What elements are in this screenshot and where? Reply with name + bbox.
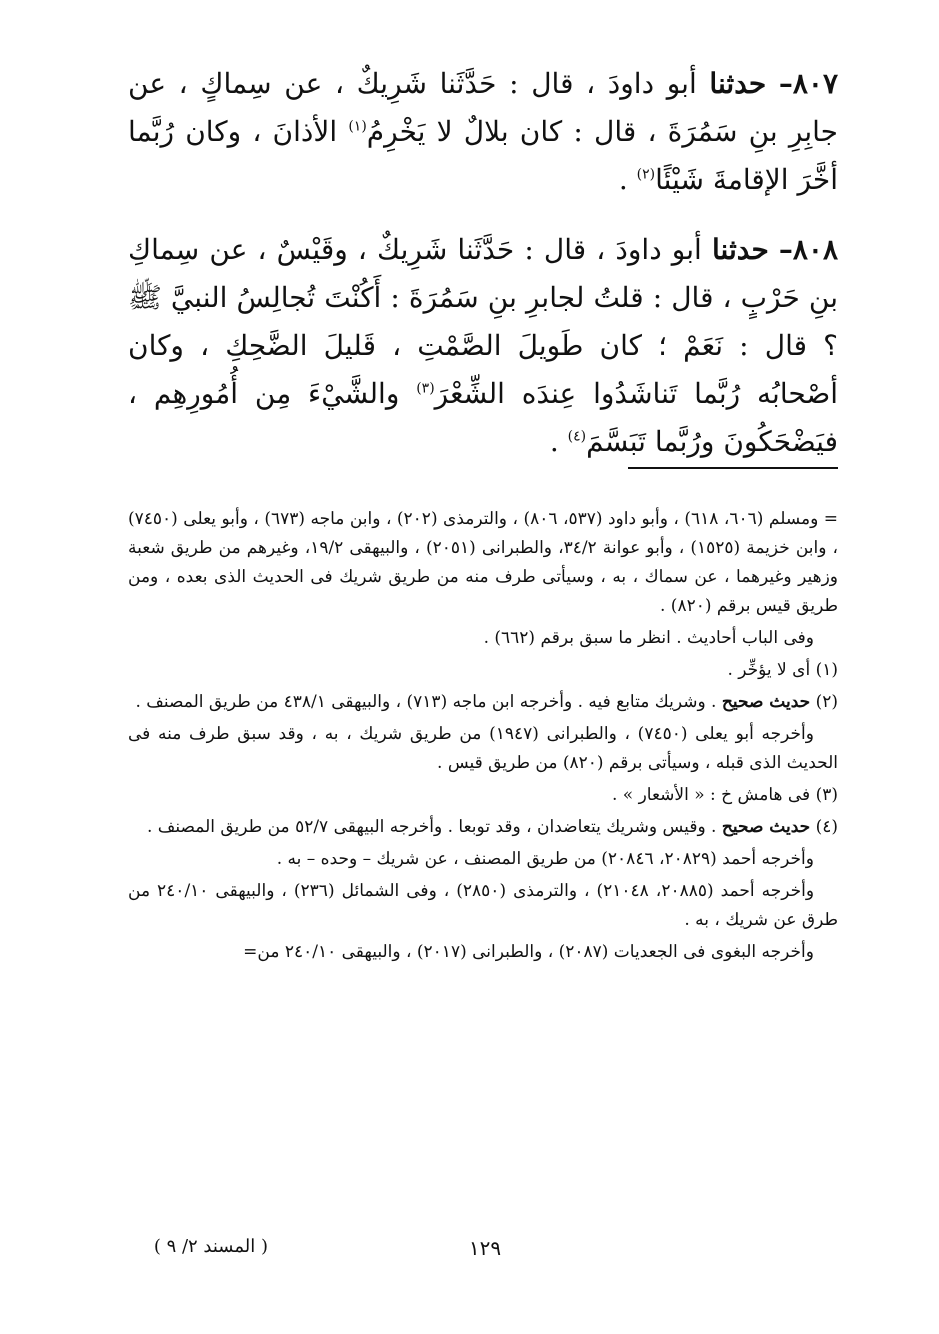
- hadith-text: .: [549, 425, 568, 458]
- footnote-1: (١) أى لا يؤخِّر .: [727, 660, 838, 680]
- footnote-paragraph: وأخرجه أحمد (٢٠٨٨٥، ٢١٠٤٨) ، والترمذى (٢٨٥٠) ، وفى الشمائل (٢٣٦) ، والبيهقى ٢٤٠/١٠ من طرق عن شريك ، به .: [128, 881, 838, 930]
- footnote-separator: [628, 467, 838, 469]
- footnotes: [128, 505, 838, 970]
- footnote-paragraph: وأخرجه البغوى فى الجعديات (٢٠٨٧) ، والطبرانى (٢٠١٧) ، والبيهقى ٢٤٠/١٠ من=: [243, 942, 814, 962]
- footnote-paragraph: وأخرجه أحمد (٢٠٨٢٩، ٢٠٨٤٦) من طريق المصنف ، عن شريك – وحده – به .: [276, 849, 814, 869]
- hadith-lead-word: حدثنا: [711, 233, 769, 266]
- hadith-text: أبو داودَ ، قال : حَدَّثَنا شَرِيكٌ ، عن سِماكٍ ، عن جابِرِ بنِ سَمُرَةَ ، قال : كان بلالٌ لا يَخْرِمُ: [128, 67, 838, 148]
- footnote-2: [128, 688, 838, 717]
- source-reference: ( المسند ٢/ ٩ ): [153, 1236, 268, 1257]
- footnote-marker: (١): [348, 118, 367, 135]
- hadith-text: أبو داودَ ، قال : حَدَّثَنا شَرِيكٌ ، وقَيْسٌ ، عن سِماكِ بنِ حَرْبٍ ، قال : قلتُ لجابرِ بنِ سَمُرَةَ : أَكُنْتَ تُجالِسُ النبيَّ ﷺ ؟ قال : نَعَمْ ؛ كان طَويلَ الصَّمْتِ ، قَليلَ الضَّحِكِ ، وكان أصْحابُه رُبَّما تَناشَدُوا عِندَه الشِّعْرَ: [128, 233, 838, 410]
- footnote-4: [128, 813, 838, 842]
- footnote-continuation: = ومسلم (٦٠٦، ٦١٨) ، وأبو داود (٥٣٧، ٨٠٦) ، والترمذى (٢٠٢) ، وابن ماجه (٦٧٣) ، وأبو يعلى (٧٤٥٠) ، وابن خزيمة (١٥٢٥) ، وأبو عوانة ٣٤/٢، والطبرانى (٢٠٥١) ، والبيهقى ١٩/٢، وغيرهم من طريق شعبة وزهير وغيرهما ، عن سماك ، به ، وسيأتى طرف منه من طريق شريك فى الحديث الذى بعده ، ومن طريق قيس برقم (٨٢٠) .: [128, 509, 839, 616]
- footnote-text: . وقيس وشريك يتعاضدان ، وقد توبعا . وأخرجه البيهقى ٥٢/٧ من طريق المصنف .: [146, 817, 717, 837]
- hadith-text: الأذانَ ، وكان رُبَّما أخَّرَ الإقامةَ شَيْئًا: [128, 115, 838, 196]
- footnote-label: (٢): [815, 692, 838, 712]
- footnote-paragraph: وأخرجه أبو يعلى (٧٤٥٠) ، والطبرانى (١٩٤٧) من طريق شريك ، به ، وقد سبق طرف منه فى الحديث الذى قبله ، وسيأتى برقم (٨٢٠) من طريق قيس .: [128, 724, 838, 773]
- footnote-paragraph: وفى الباب أحاديث . انظر ما سبق برقم (٦٦٢) .: [483, 628, 814, 648]
- hadith-number: ٨٠٨–: [778, 233, 838, 266]
- footnote-text: . وشريك متابع فيه . وأخرجه ابن ماجه (٧١٣) ، والبيهقى ٤٣٨/١ من طريق المصنف .: [135, 692, 717, 712]
- grading-text: حديث صحيح: [721, 692, 811, 712]
- hadith-text: .: [618, 163, 637, 196]
- footnote-marker: (٣): [416, 380, 435, 397]
- hadith-number: ٨٠٧–: [778, 67, 838, 100]
- footnote-3: (٣) فى هامش خ : « الأشعار » .: [611, 785, 838, 805]
- page-number: ١٢٩: [468, 1236, 502, 1260]
- footnote-marker: (٤): [567, 428, 587, 445]
- grading-text: حديث صحيح: [721, 817, 811, 837]
- hadith-text: والشَّيْءَ مِن أُمُورِهِم ، فيَضْحَكُونَ ورُبَّما تَبَسَّمَ: [128, 377, 838, 458]
- hadith-807: [128, 60, 838, 204]
- footnote-label: (٤): [815, 817, 838, 837]
- footnote-marker: (٢): [636, 166, 656, 183]
- hadith-808: [128, 226, 838, 466]
- main-text: [128, 60, 838, 466]
- hadith-lead-word: حدثنا: [709, 67, 767, 100]
